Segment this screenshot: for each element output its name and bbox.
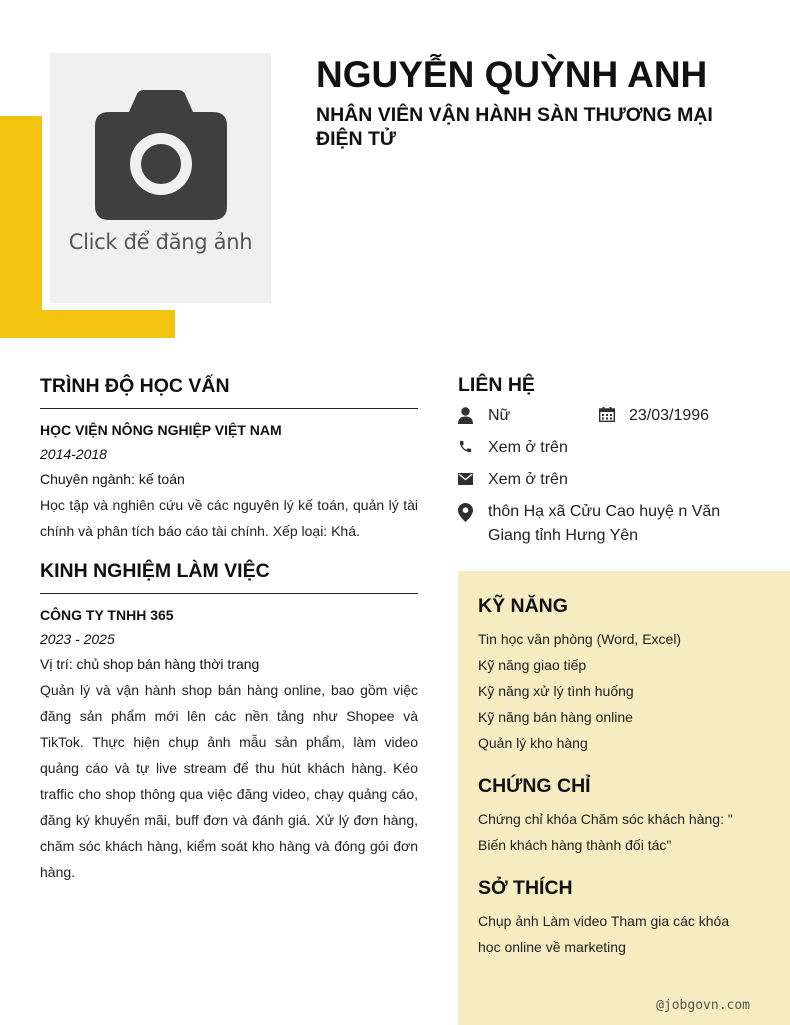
hobbies-heading: SỞ THÍCH [478, 877, 573, 899]
contact-gender: Nữ [488, 407, 511, 424]
education-school: HỌC VIỆN NÔNG NGHIỆP VIỆT NAM [40, 422, 282, 438]
contact-email: Xem ở trên [488, 471, 568, 488]
contact-birthdate-row [599, 404, 709, 428]
accent-bar-horizontal [0, 310, 175, 338]
hobbies-text: Chụp ảnh Làm video Tham gia các khóa học online về marketing [478, 913, 730, 955]
skill-item: Kỹ năng xử lý tình huống [478, 683, 634, 699]
experience-period: 2023 - 2025 [40, 631, 115, 647]
contact-email-row [458, 468, 568, 492]
contact-phone-row [458, 436, 568, 460]
skills-heading: KỸ NĂNG [478, 595, 568, 617]
skills-panel [458, 571, 790, 1025]
camera-icon [95, 90, 227, 220]
education-description: Học tập và nghiên cứu về các nguyên lý kế toán, quản lý tài chính và phân tích báo cáo tài chính. Xếp loại: Khá. [40, 497, 418, 539]
contact-gender-row [458, 404, 510, 428]
experience-heading: KINH NGHIỆM LÀM VIỆC [40, 560, 270, 582]
phone-icon [458, 439, 473, 454]
location-pin-icon [458, 503, 473, 522]
experience-section [40, 559, 418, 885]
mail-icon [458, 473, 473, 485]
education-heading: TRÌNH ĐỘ HỌC VẤN [40, 375, 230, 397]
education-period: 2014-2018 [40, 446, 107, 462]
education-divider [40, 408, 418, 409]
contact-heading: LIÊN HỆ [458, 374, 535, 396]
certificates-text: Chứng chỉ khóa Chăm sóc khách hàng: " Biến khách hàng thành đối tác" [478, 811, 733, 853]
skill-item: Quản lý kho hàng [478, 735, 588, 751]
experience-description: Quản lý và vận hành shop bán hàng online, bao gồm việc đăng sản phẩm mới lên các nền tảng như Shopee và TikTok. Thực hiện chụp ảnh mẫu sản phẩm, làm video quảng cáo và tự live stream để thu hút khách hàng. Kéo traffic cho shop thông qua việc đăng video, chạy quảng cáo, đăng ký khuyến mãi, buff đơn và đánh giá. Xử lý đơn hàng, chăm sóc khách hàng, kiểm soát kho hàng và đóng gói đơn hàng. [40, 682, 418, 880]
person-icon [458, 407, 473, 424]
education-major: Chuyên ngành: kế toán [40, 471, 185, 487]
contact-address: thôn Hạ xã Cửu Cao huyệ n Văn Giang tỉnh Hưng Yên [488, 503, 721, 544]
candidate-name: NGUYỄN QUỲNH ANH [316, 54, 708, 95]
contact-address-row [458, 500, 748, 548]
certificates-heading: CHỨNG CHỈ [478, 775, 591, 797]
experience-position: Vị trí: chủ shop bán hàng thời trang [40, 656, 260, 672]
contact-phone: Xem ở trên [488, 439, 568, 456]
education-section [40, 374, 418, 544]
skill-item: Kỹ năng giao tiếp [478, 657, 587, 673]
skill-item: Tin học văn phòng (Word, Excel) [478, 631, 682, 647]
job-title: NHÂN VIÊN VẬN HÀNH SÀN THƯƠNG MẠI ĐIỆN TỬ [316, 104, 713, 150]
accent-bar-vertical [0, 116, 42, 338]
contact-birthdate: 23/03/1996 [629, 407, 710, 424]
photo-upload-label: Click để đăng ảnh [68, 230, 253, 254]
watermark: @jobgovn.com [656, 998, 750, 1013]
experience-divider [40, 593, 418, 594]
experience-company: CÔNG TY TNHH 365 [40, 607, 174, 623]
skill-item: Kỹ năng bán hàng online [478, 709, 633, 725]
photo-upload[interactable] [50, 53, 271, 303]
calendar-icon [599, 407, 615, 422]
